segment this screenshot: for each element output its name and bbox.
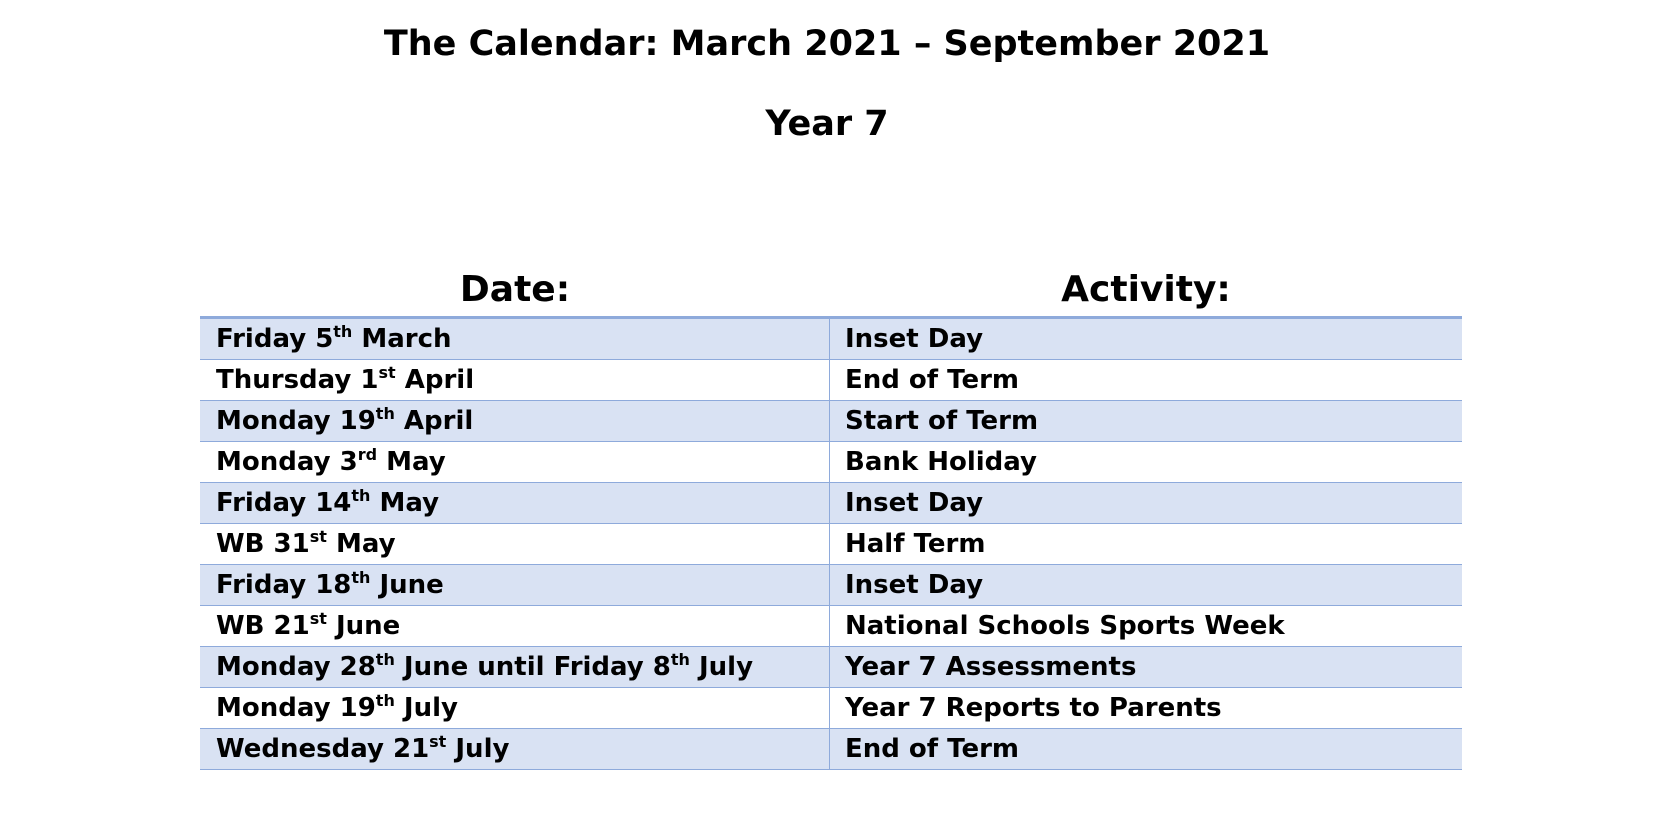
activity-cell: National Schools Sports Week [845,611,1285,641]
date-text: WB 21 [216,611,310,641]
date-text: Thursday 1 [216,365,379,395]
date-ordinal-suffix: th [375,691,395,710]
activity-cell: End of Term [845,365,1019,395]
activity-cell: Half Term [845,529,986,559]
document-subtitle: Year 7 [765,104,889,144]
table-row [200,360,1462,401]
date-cell [200,360,830,400]
date-text: June [370,570,444,600]
date-text: Friday 5 [216,324,334,354]
date-cell [200,401,830,441]
date-ordinal-suffix: st [429,732,447,751]
date-text: April [395,365,475,395]
table-row [200,442,1462,483]
date-ordinal-suffix: th [333,322,353,341]
date-text: March [352,324,452,354]
date-cell [200,483,830,523]
date-text: Friday 18 [216,570,352,600]
date-cell [200,606,830,646]
date-ordinal-suffix: th [351,486,371,505]
date-ordinal-suffix: th [375,650,395,669]
date-cell [200,647,830,687]
date-text: Monday 28 [216,652,376,682]
date-text: July [446,734,510,764]
date-text: May [377,447,446,477]
activity-cell: Inset Day [845,324,984,354]
date-text: Wednesday 21 [216,734,430,764]
column-header-date: Date: [459,269,571,310]
date-text: July [689,652,754,682]
table-body [200,316,1462,770]
activity-cell: Inset Day [845,570,984,600]
date-cell [200,729,830,769]
table-row [200,483,1462,524]
date-ordinal-suffix: th [670,650,690,669]
date-text: Friday 14 [216,488,352,518]
table-header-row [200,264,1462,316]
date-cell [200,688,830,728]
date-cell [200,319,830,359]
table-row [200,565,1462,606]
date-text: May [370,488,440,518]
date-ordinal-suffix: st [309,609,327,628]
table-row [200,606,1462,647]
activity-cell: End of Term [845,734,1019,764]
table-row [200,688,1462,729]
date-text: June until Friday 8 [394,652,671,682]
document-title: The Calendar: March 2021 – September 2021 [383,24,1271,64]
date-ordinal-suffix: th [351,568,371,587]
table-row [200,729,1462,770]
activity-cell: Year 7 Assessments [845,652,1137,682]
activity-cell: Year 7 Reports to Parents [845,693,1222,723]
activity-cell: Bank Holiday [845,447,1037,477]
date-text: May [326,529,396,559]
table-row [200,524,1462,565]
date-text: Monday 19 [216,406,376,436]
date-text: July [394,693,458,723]
date-cell [200,565,830,605]
date-cell [200,524,830,564]
date-text: Monday 19 [216,693,376,723]
date-cell [200,442,830,482]
date-ordinal-suffix: rd [357,445,378,464]
date-ordinal-suffix: st [309,527,327,546]
calendar-table [200,264,1462,770]
table-row [200,647,1462,688]
date-ordinal-suffix: st [378,363,396,382]
date-ordinal-suffix: th [375,404,395,423]
date-text: WB 31 [216,529,310,559]
activity-cell: Start of Term [845,406,1039,436]
date-text: June [326,611,401,641]
table-row [200,401,1462,442]
date-text: April [394,406,474,436]
table-row [200,319,1462,360]
date-text: Monday 3 [216,447,358,477]
activity-cell: Inset Day [845,488,984,518]
column-header-activity: Activity: [1061,269,1231,310]
